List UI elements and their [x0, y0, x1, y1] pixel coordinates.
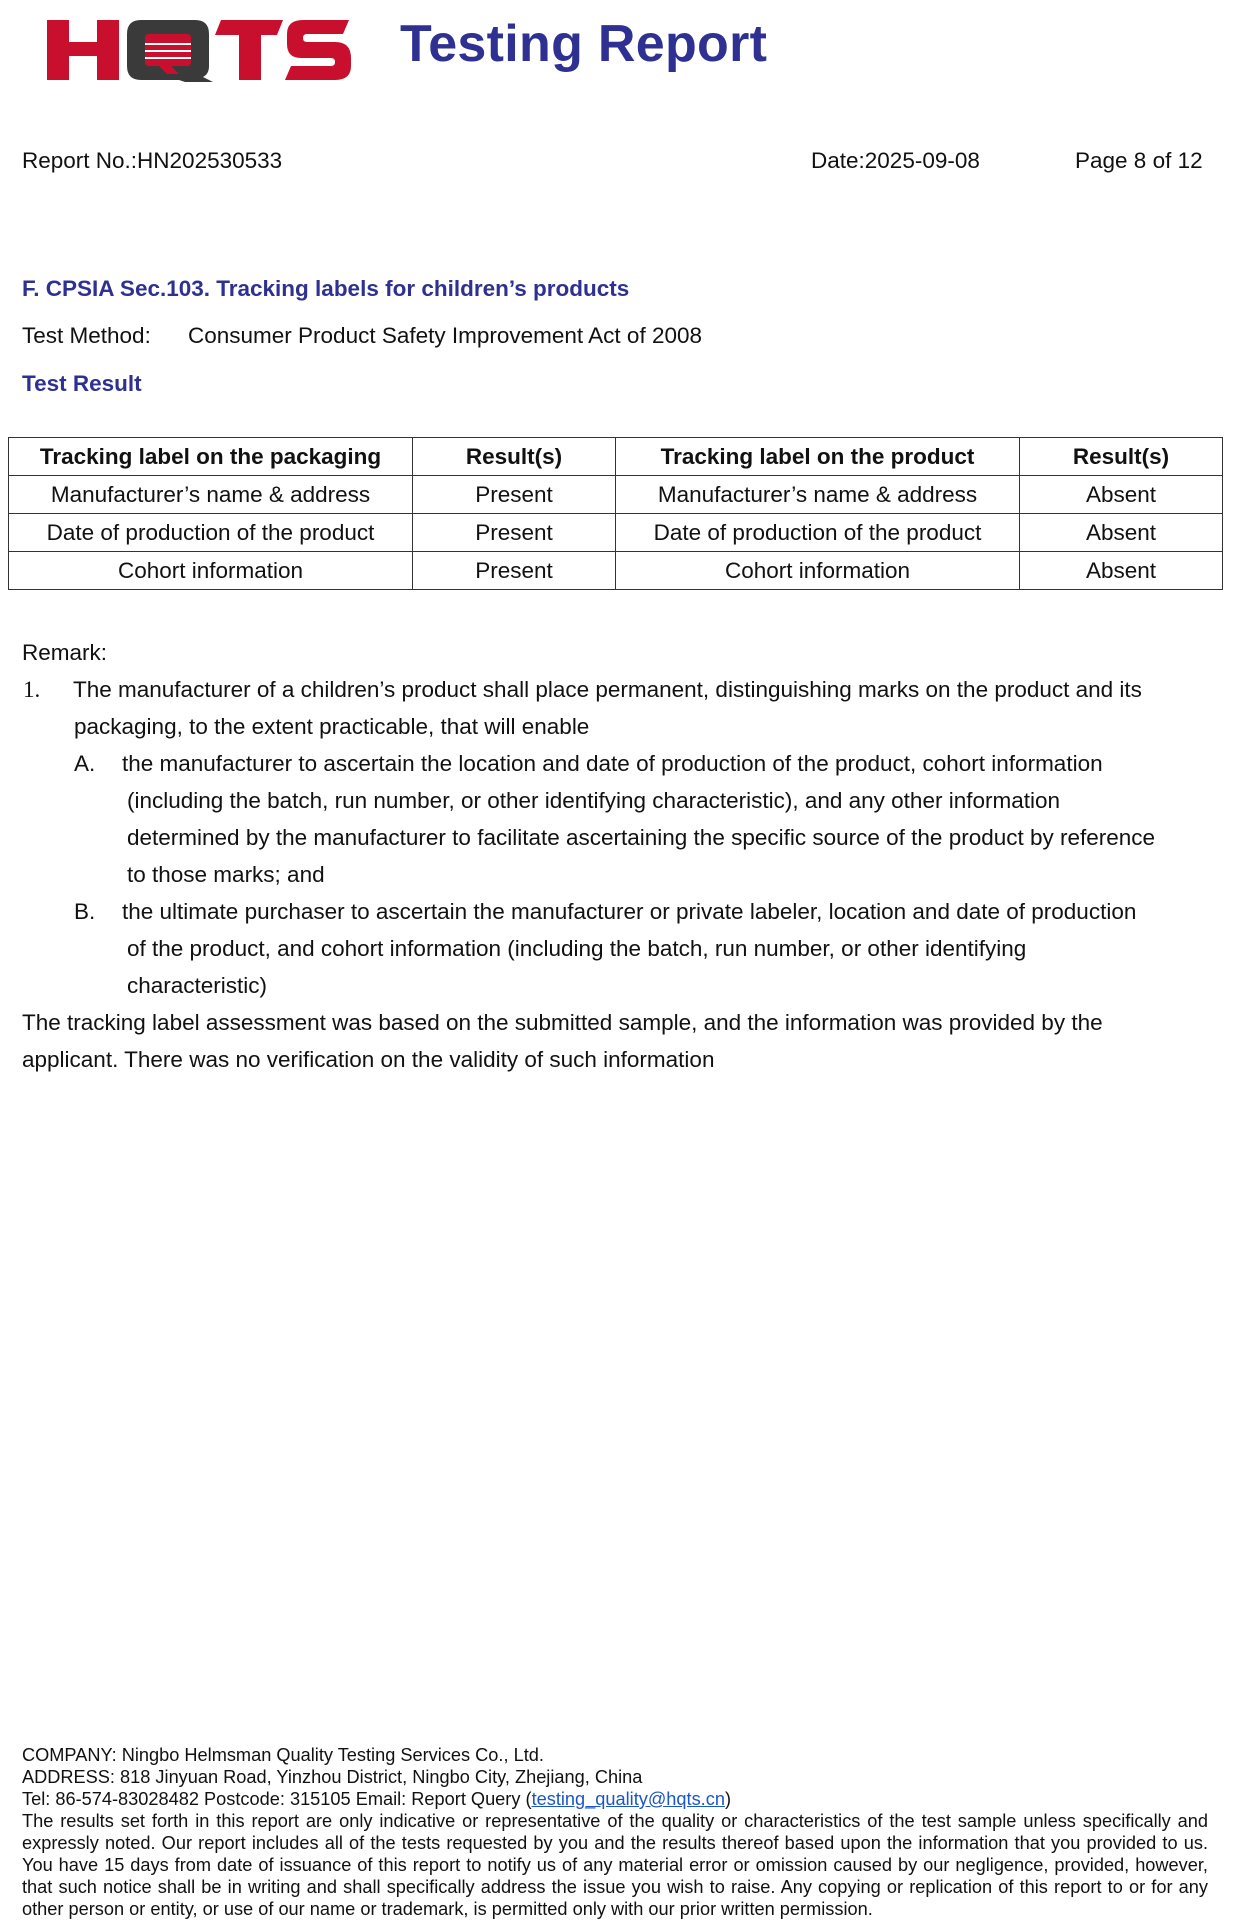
header-product-label: Tracking label on the product — [616, 438, 1020, 476]
report-date: Date:2025-09-08 — [811, 148, 980, 173]
packaging-item: Date of production of the product — [9, 514, 413, 552]
footer-contact — [22, 1788, 1208, 1810]
document-title: Testing Report — [400, 15, 768, 73]
hqts-logo-icon — [45, 16, 351, 84]
product-result: Absent — [1020, 552, 1223, 590]
footer-disclaimer: The results set forth in this report are only indicative or representative of the quality or characteristics of the test sample unless specifically and expressly noted. Our report includes all of the tests requested by you and the results thereof based upon the information that you provided to us. You have 15 days from date of issuance of this report to notify us of any material error or omission caused by our negligence, provided, however, that such notice shall be in writing and shall specifically address the issue you wish to raise. Any copying or replication of this report to or for any other person or entity, or use of our name or trademark, is permitted only with our prior written permission. — [22, 1811, 1208, 1919]
section-title: F. CPSIA Sec.103. Tracking labels for children’s products — [22, 276, 630, 301]
footer-address: ADDRESS: 818 Jinyuan Road, Yinzhou District, Ningbo City, Zhejiang, China — [22, 1767, 643, 1787]
sub-item-a-label: A. — [74, 751, 96, 776]
test-result-heading: Test Result — [22, 371, 142, 396]
product-item: Date of production of the product — [616, 514, 1020, 552]
sub-item-b-label: B. — [74, 899, 96, 924]
sub-item-b-line: characteristic) — [127, 973, 268, 998]
product-item: Manufacturer’s name & address — [616, 476, 1020, 514]
footer-email-link[interactable]: testing_quality@hqts.cn — [531, 1789, 725, 1809]
remark-item-line: The manufacturer of a children’s product shall place permanent, distinguishing marks on the product and its — [73, 677, 1142, 702]
packaging-result: Present — [413, 514, 616, 552]
packaging-item: Cohort information — [9, 552, 413, 590]
remark-item-line: packaging, to the extent practicable, that will enable — [74, 714, 590, 739]
header-product-result: Result(s) — [1020, 438, 1223, 476]
hqts-logo — [45, 16, 351, 84]
sub-item-a-line: determined by the manufacturer to facilitate ascertaining the specific source of the product by reference — [127, 825, 1156, 850]
packaging-result: Present — [413, 476, 616, 514]
product-result: Absent — [1020, 514, 1223, 552]
remarks-heading: Remark: — [22, 640, 108, 665]
sub-item-a-line: (including the batch, run number, or other identifying characteristic), and any other information — [127, 788, 1061, 813]
tracking-label-results-table — [8, 437, 1223, 590]
report-number: Report No.:HN202530533 — [22, 148, 283, 173]
table-row — [9, 514, 1223, 552]
test-method-value: Consumer Product Safety Improvement Act of 2008 — [188, 323, 703, 348]
sub-item-b-line: the ultimate purchaser to ascertain the manufacturer or private labeler, location and date of production — [122, 899, 1137, 924]
page-footer — [22, 1744, 1208, 1920]
closing-note-line: applicant. There was no verification on the validity of such information — [22, 1047, 715, 1072]
product-item: Cohort information — [616, 552, 1020, 590]
test-method-label: Test Method: — [22, 323, 151, 348]
sub-item-a-line: to those marks; and — [127, 862, 325, 887]
product-result: Absent — [1020, 476, 1223, 514]
sub-item-a-line: the manufacturer to ascertain the location and date of production of the product, cohort information — [122, 751, 1103, 776]
footer-contact-suffix: ) — [724, 1789, 732, 1809]
page-indicator: Page 8 of 12 — [1075, 148, 1203, 173]
table-row — [9, 552, 1223, 590]
footer-company: COMPANY: Ningbo Helmsman Quality Testing Services Co., Ltd. — [22, 1745, 544, 1765]
table-header-row — [9, 438, 1223, 476]
header-packaging-result: Result(s) — [413, 438, 616, 476]
remark-item-number: 1. — [23, 677, 41, 702]
sub-item-b-line: of the product, and cohort information (including the batch, run number, or other identifying — [127, 936, 1027, 961]
footer-contact-text: Tel: 86-574-83028482 Postcode: 315105 Email: Report Query ( — [22, 1789, 532, 1809]
closing-note-line: The tracking label assessment was based on the submitted sample, and the information was provided by the — [22, 1010, 1103, 1035]
packaging-result: Present — [413, 552, 616, 590]
table-row — [9, 476, 1223, 514]
header-packaging-label: Tracking label on the packaging — [9, 438, 413, 476]
packaging-item: Manufacturer’s name & address — [9, 476, 413, 514]
